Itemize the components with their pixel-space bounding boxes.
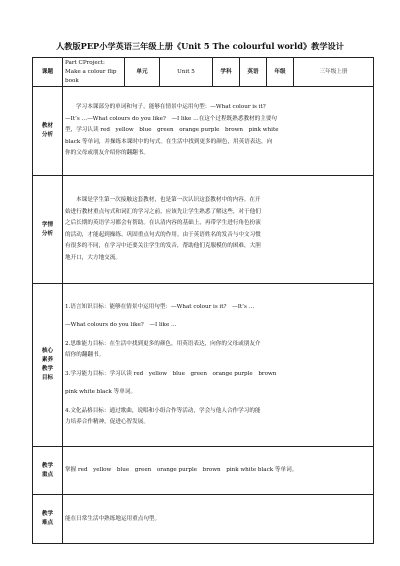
unit-value: Unit 5 [160, 58, 213, 87]
unit-label: 单元 [125, 58, 160, 87]
topic-label: 课题 [33, 58, 63, 87]
key-points-row [33, 447, 374, 495]
student-analysis-row [33, 176, 374, 284]
goal-line: —What colours do you like? —I like … [65, 322, 177, 328]
core-literacy-label: 核心 素养 教学 目标 [33, 284, 63, 447]
difficulties-row [33, 495, 374, 544]
textbook-analysis-text: 学习本课部分的单词和句子，能够在情景中运用句型：—What colour is it? —It’s …—What colours do you like? —I like …在这个过程既熟悉教材的主要句 型，学习认读 red yellow blue green orange purple brown pink white black 等单词，并操练本课时中的句式。在生活中找到更多的颜色，用英语表达，向 你的父母或朋友介绍你的翻翻书。 [63, 87, 374, 176]
textbook-analysis-label: 教材 分析 [33, 87, 63, 176]
header-row [33, 58, 374, 87]
goal-line: 3.学习能力目标：学习认读 red yellow blue green orange purple brown [65, 370, 277, 377]
page-title: 人教版PEP小学英语三年级上册《Unit 5 The colourful world》教学设计 [56, 41, 344, 51]
goal-line: 2.思维能力目标：在生活中找到更多的颜色，用英语表达，向你的父母或朋友介 [65, 340, 261, 347]
subject-value: 英语 [240, 58, 267, 87]
goal-line: 力培养合作精神，促进心智发展。 [65, 419, 149, 425]
student-analysis-label: 学情 分析 [33, 176, 63, 284]
lesson-plan-table [32, 57, 374, 544]
student-analysis-text: 本课是学生第一次接触这套教材，也是第一次认识这套教材中的内容。在开 始进行教材重点句式和词汇的学习之前，应该先让学生熟悉了解这些，对于他们 之后长期的英语学习都会有帮助。在认清内容的基础上，再带学生进行角色扮演 的活动，才能起到操练、巩固重点句式的作用。由于英语姓名的发音与中文习惯 有很多的不同，在学习中还要关注学生的发音，帮助他们克服模仿的困难，大胆 地开口，大方地交流。 [63, 176, 374, 284]
key-points-text: 掌握 red yellow blue green orange purple brown pink white black 等单词。 [63, 447, 374, 495]
grade-label: 年级 [267, 58, 294, 87]
topic-value: Part CProject: Make a colour flip book [63, 58, 125, 87]
difficulties-label: 教学 难点 [33, 495, 63, 544]
goal-line: pink white black 等单词。 [65, 389, 137, 395]
difficulties-text: 能在日常生活中熟练地运用重点句型。 [63, 495, 374, 544]
grade-value: 三年级上册 [294, 58, 374, 87]
core-literacy-goals [63, 284, 374, 447]
goal-line: 绍你的翻翻书。 [65, 352, 105, 358]
core-literacy-row [33, 284, 374, 447]
goal-line: 4.文化品格目标：通过歌曲，说唱和小组合作等活动，学会与他人合作学习的能 [65, 407, 261, 414]
goal-line: 1.语言知识目标：能够在情景中运用句型：—What colour is it? —It’s … [65, 303, 255, 310]
textbook-analysis-row [33, 87, 374, 176]
key-points-label: 教学 重点 [33, 447, 63, 495]
subject-label: 学科 [213, 58, 240, 87]
